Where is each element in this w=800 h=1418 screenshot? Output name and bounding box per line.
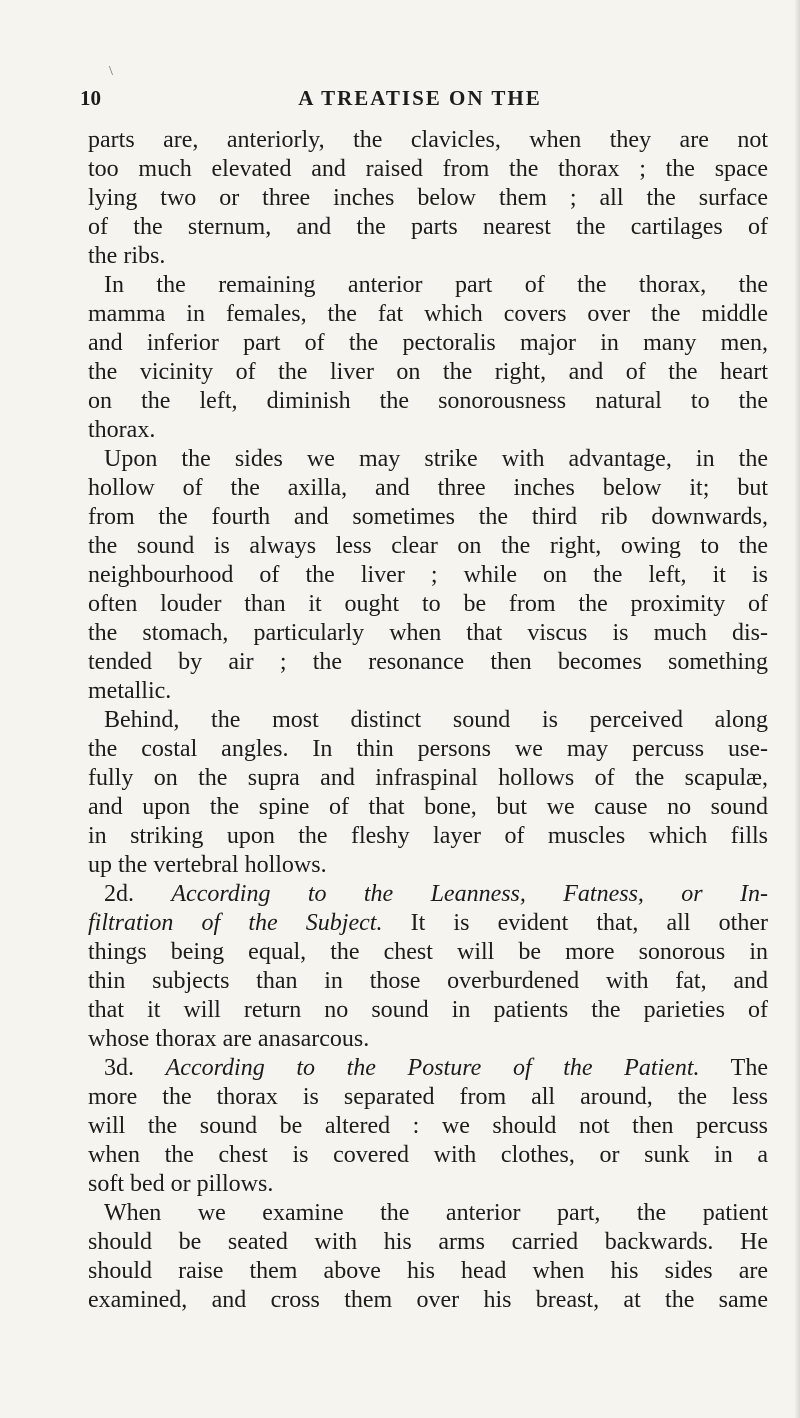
text-line: on the left, diminish the sonorousness natural to the <box>88 388 768 414</box>
text-line: thin subjects than in those overburdened with fat, and <box>88 968 768 994</box>
text-line: often louder than it ought to be from the proximity of <box>88 591 768 617</box>
section-title: filtration of the Subject. <box>88 910 383 936</box>
running-head: A TREATISE ON THE <box>298 86 542 110</box>
margin-mark: \ <box>109 64 113 79</box>
paragraph-start-line: Upon the sides we may strike with advantage, in the <box>104 446 768 472</box>
page-number: 10 <box>80 86 101 110</box>
section-title: According to the Posture of the Patient. <box>165 1055 700 1081</box>
text-line: should raise them above his head when his sides are <box>88 1258 768 1284</box>
text-line: hollow of the axilla, and three inches below it; but <box>88 475 768 501</box>
section-title: According to the Leanness, Fatness, or In- <box>171 881 768 907</box>
text-line: will the sound be altered : we should not then percuss <box>88 1113 768 1139</box>
text-line: neighbourhood of the liver ; while on the left, it is <box>88 562 768 588</box>
text-line: tended by air ; the resonance then becomes something <box>88 649 768 675</box>
paragraph-start-line: When we examine the anterior part, the patient <box>104 1200 768 1226</box>
text-line: in striking upon the fleshy layer of muscles which fills <box>88 823 768 849</box>
text-line: the ribs. <box>88 243 166 269</box>
text-line: from the fourth and sometimes the third rib downwards, <box>88 504 768 530</box>
text-line: soft bed or pillows. <box>88 1171 274 1197</box>
text-line: whose thorax are anasarcous. <box>88 1026 370 1052</box>
text-line: and upon the spine of that bone, but we cause no sound <box>88 794 768 820</box>
text-line: fully on the supra and infraspinal hollows of the scapulæ, <box>88 765 768 791</box>
text-line: too much elevated and raised from the thorax ; the space <box>88 156 768 182</box>
section-heading-line <box>88 880 768 909</box>
text-line: the vicinity of the liver on the right, and of the heart <box>88 359 768 385</box>
text-line: lying two or three inches below them ; all the surface <box>88 185 768 211</box>
body-text <box>88 126 768 1315</box>
text-line: of the sternum, and the parts nearest the cartilages of <box>88 214 768 240</box>
text-line: metallic. <box>88 678 172 704</box>
text-line: the stomach, particularly when that viscus is much dis- <box>88 620 768 646</box>
text-line: thorax. <box>88 417 156 443</box>
text-segment: It is evident that, all other <box>382 910 768 936</box>
text-line: when the chest is covered with clothes, or sunk in a <box>88 1142 768 1168</box>
text-line: parts are, anteriorly, the clavicles, when they are not <box>88 127 768 153</box>
text-line: examined, and cross them over his breast, at the same <box>88 1287 768 1313</box>
page-edge-shadow <box>794 0 800 1418</box>
text-line: the costal angles. In thin persons we may percuss use- <box>88 736 768 762</box>
paragraph-start-line: Behind, the most distinct sound is perceived along <box>104 707 768 733</box>
text-line: up the vertebral hollows. <box>88 852 327 878</box>
section-number: 2d. <box>104 881 172 907</box>
text-line: should be seated with his arms carried backwards. He <box>88 1229 768 1255</box>
text-line: more the thorax is separated from all around, the less <box>88 1084 768 1110</box>
paragraph-start-line: In the remaining anterior part of the thorax, the <box>104 272 768 298</box>
page-header <box>80 86 760 116</box>
text-line: the sound is always less clear on the right, owing to the <box>88 533 768 559</box>
text-line: that it will return no sound in patients the parieties of <box>88 997 768 1023</box>
section-number: 3d. <box>104 1055 166 1081</box>
section-heading-line <box>88 1054 768 1083</box>
text-segment: The <box>699 1055 768 1081</box>
text-line: and inferior part of the pectoralis major in many men, <box>88 330 768 356</box>
text-line: mamma in females, the fat which covers over the middle <box>88 301 768 327</box>
text-line: things being equal, the chest will be more sonorous in <box>88 939 768 965</box>
section-heading-line <box>88 909 768 938</box>
